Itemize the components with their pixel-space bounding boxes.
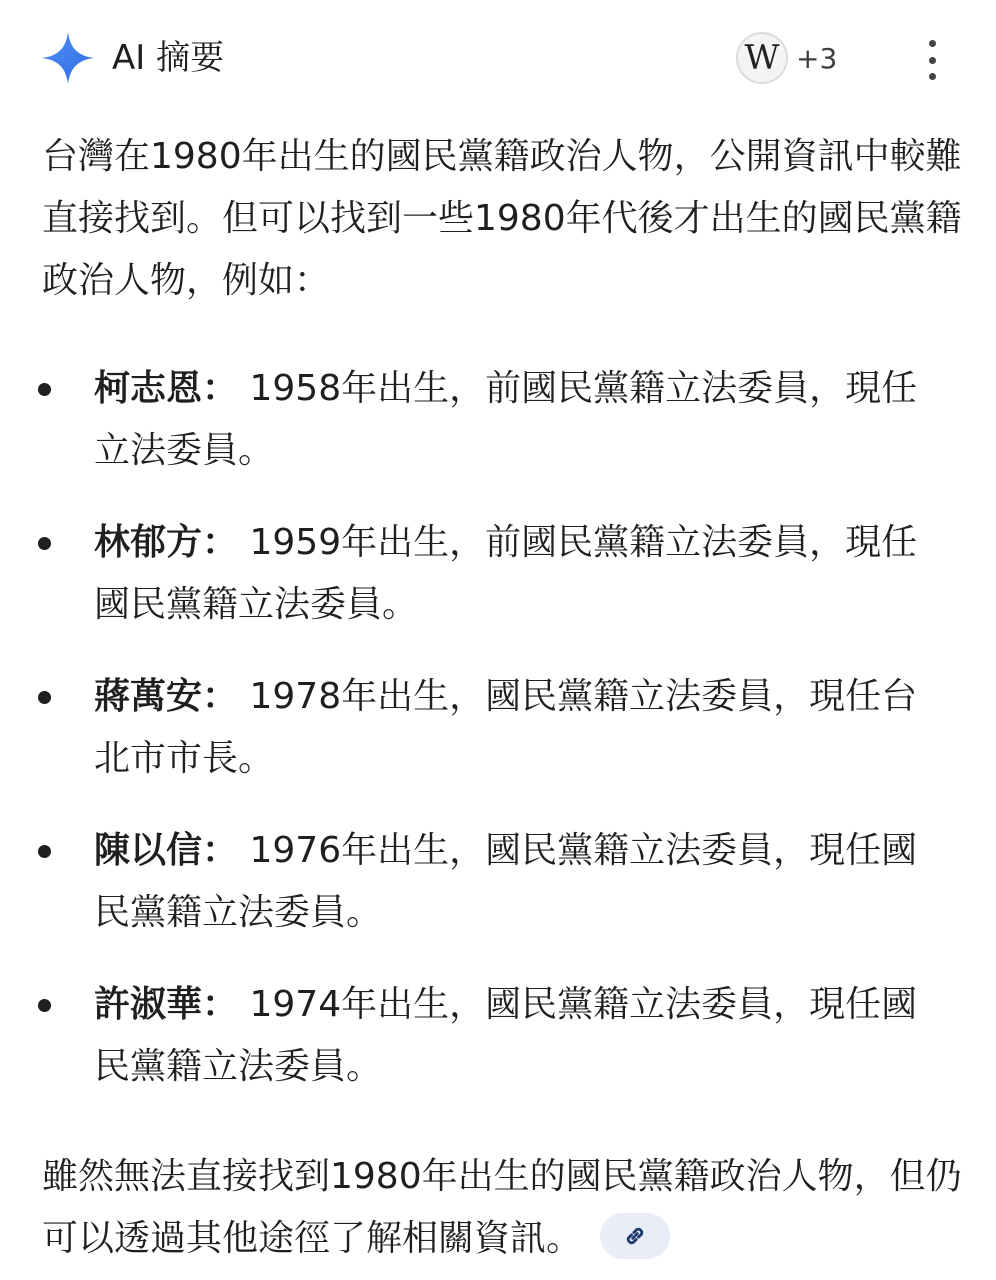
name-separator: ： [202, 984, 239, 1025]
bullet-icon [38, 845, 51, 858]
politician-description: 1974年出生，國民黨籍立法委員，現任國民黨籍立法委員。 [94, 984, 918, 1087]
bullet-icon [38, 691, 51, 704]
politician-description: 1959年出生，前國民黨籍立法委員，現任國民黨籍立法委員。 [94, 522, 918, 625]
link-icon [621, 1222, 649, 1250]
ai-overview-header [0, 0, 996, 120]
more-vert-icon [929, 40, 936, 47]
name-separator: ： [202, 368, 239, 409]
source-count: +3 [796, 41, 838, 75]
politician-description: 1976年出生，國民黨籍立法委員，現任國民黨籍立法委員。 [94, 830, 918, 933]
sources-button[interactable] [736, 30, 837, 86]
list-item [0, 820, 944, 944]
bullet-icon [38, 999, 51, 1012]
intro-paragraph: 台灣在1980年出生的國民黨籍政治人物，公開資訊中較難直接找到。但可以找到一些1980年代後才出生的國民黨籍政治人物，例如： [42, 136, 962, 301]
name-separator: ： [202, 522, 239, 563]
list-item [0, 358, 944, 482]
politician-name: 柯志恩 [94, 368, 203, 409]
more-options-button[interactable] [916, 36, 948, 84]
politician-name: 蔣萬安 [94, 676, 203, 717]
closing-paragraph [42, 1146, 962, 1270]
source-link-button[interactable] [600, 1213, 670, 1259]
ai-overview-title: AI 摘要 [112, 38, 225, 78]
wikipedia-icon: W [736, 32, 788, 84]
politician-description: 1958年出生，前國民黨籍立法委員，現任立法委員。 [94, 368, 918, 471]
name-separator: ： [202, 676, 239, 717]
politician-description: 1978年出生，國民黨籍立法委員，現任台北市市長。 [94, 676, 918, 779]
closing-text: 雖然無法直接找到1980年出生的國民黨籍政治人物，但仍可以透過其他途徑了解相關資訊。 [42, 1156, 962, 1259]
politician-name: 許淑華 [94, 984, 203, 1025]
bullet-icon [38, 537, 51, 550]
politician-list [0, 358, 996, 1128]
politician-name: 陳以信 [94, 830, 203, 871]
list-item [0, 512, 944, 636]
gemini-sparkle-icon [40, 30, 96, 86]
bullet-icon [38, 383, 51, 396]
politician-name: 林郁方 [94, 522, 203, 563]
more-vert-icon [929, 57, 936, 64]
list-item [0, 974, 944, 1098]
name-separator: ： [202, 830, 239, 871]
more-vert-icon [929, 73, 936, 80]
list-item [0, 666, 944, 790]
